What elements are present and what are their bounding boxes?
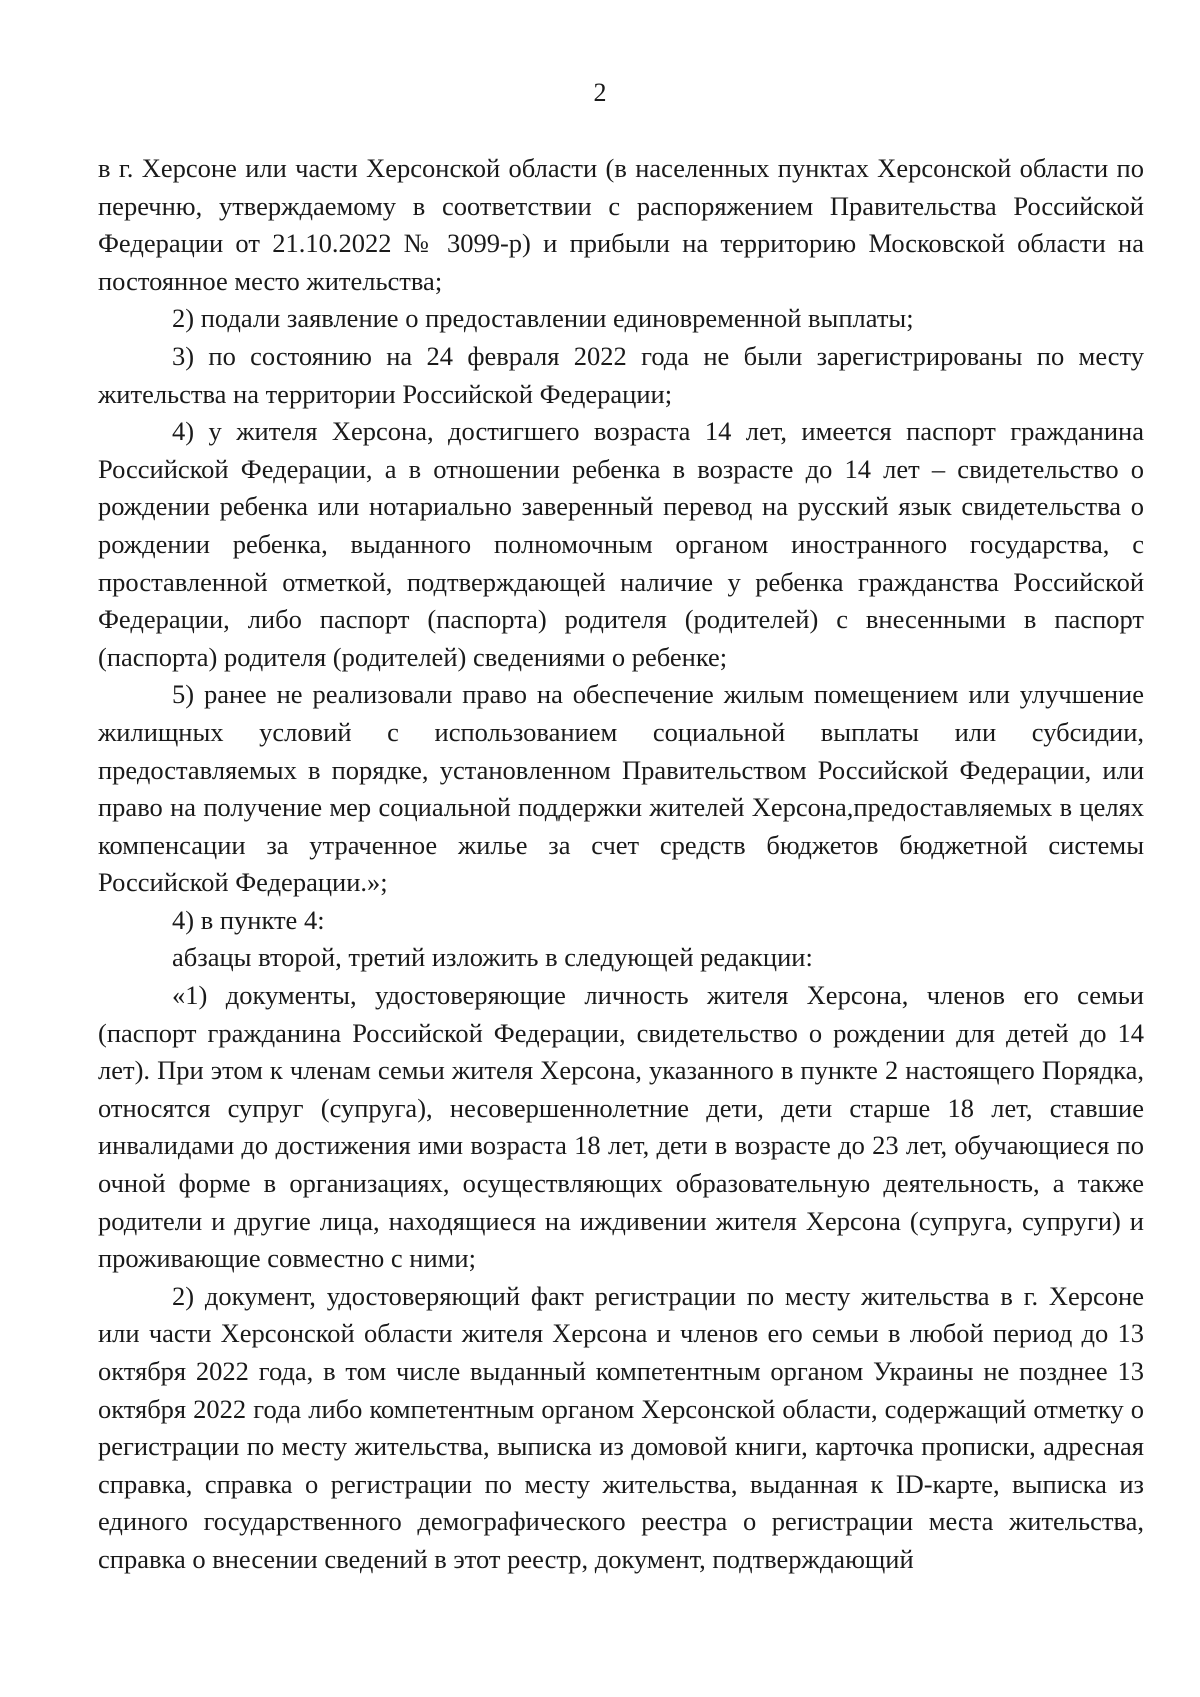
paragraph-item-5: 5) ранее не реализовали право на обеспечение жилым помещением или улучшение жилищных условий с использованием социальной выплаты или субсидии, предоставляемых в порядке, установленном Правительством Российской Федерации, или право на получение мер социальной поддержки жителей Херсона,предоставляемых в целях компенсации за утраченное жилье за счет средств бюджетов бюджетной системы Российской Федерации.»;	[98, 679, 1144, 898]
page-number: 2	[593, 78, 607, 107]
document-body	[98, 150, 1144, 1579]
paragraph-intro: в г. Херсоне или части Херсонской области (в населенных пунктах Херсонской области по перечню, утверждаемому в соответствии с распоряжением Правительства Российской Федерации от 21.10.2022 № 3099-р) и прибыли на территорию Московской области на постоянное место жительства;	[98, 153, 1144, 296]
paragraph-item-4: 4) у жителя Херсона, достигшего возраста 14 лет, имеется паспорт гражданина Российской Федерации, а в отношении ребенка в возрасте до 14 лет – свидетельство о рождении ребенка или нотариально заверенный перевод на русский язык свидетельства о рождении ребенка, выданного полномочным органом иностранного государства, с проставленной отметкой, подтверждающей наличие у ребенка гражданства Российской Федерации, либо паспорт (паспорта) родителя (родителей) с внесенными в паспорт (паспорта) родителя (родителей) сведениями о ребенке;	[98, 416, 1144, 672]
paragraph-documents-2: 2) документ, удостоверяющий факт регистрации по месту жительства в г. Херсоне или части Херсонской области жителя Херсона и членов его семьи в любой период до 13 октября 2022 года, в том числе выданный компетентным органом Украины не позднее 13 октября 2022 года либо компетентным органом Херсонской области, содержащий отметку о регистрации по месту жительства, выписка из домовой книги, карточка прописки, адресная справка, справка о регистрации по месту жительства, выданная к ID-карте, выписка из единого государственного демографического реестра о регистрации места жительства, справка о внесении сведений в этот реестр, документ, подтверждающий	[98, 1280, 1144, 1574]
paragraph-documents-1: «1) документы, удостоверяющие личность жителя Херсона, членов его семьи (паспорт гражданина Российской Федерации, свидетельство о рождении для детей до 14 лет). При этом к членам семьи жителя Херсона, указанного в пункте 2 настоящего Порядка, относятся супруг (супруга), несовершеннолетние дети, дети старше 18 лет, ставшие инвалидами до достижения ими возраста 18 лет, дети в возрасте до 23 лет, обучающиеся по очной форме в организациях, осуществляющих образовательную деятельность, а также родители и другие лица, находящиеся на иждивении жителя Херсона (супруга, супруги) и проживающие совместно с ними;	[98, 980, 1144, 1274]
paragraph-amendment-note: абзацы второй, третий изложить в следующей редакции:	[172, 942, 813, 973]
paragraph-item-3: 3) по состоянию на 24 февраля 2022 года не были зарегистрированы по месту жительства на территории Российской Федерации;	[98, 340, 1144, 409]
paragraph-item-2: 2) подали заявление о предоставлении единовременной выплаты;	[172, 303, 914, 334]
paragraph-point-4: 4) в пункте 4:	[172, 904, 325, 935]
